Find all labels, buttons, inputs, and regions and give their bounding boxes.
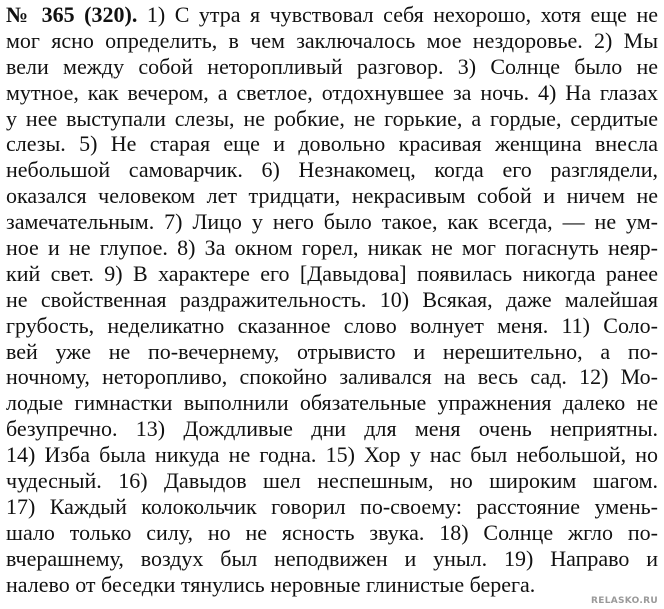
text-line-13: грубость, неделикатно сказанное слово волнует меня. 11) Соло-: [6, 312, 658, 338]
text-line-23: налево от беседки тянулись неровные глинистые берега.: [6, 571, 536, 597]
text-line-20: 17) Каждый колокольчик говорил по-своему: расстояние умень-: [6, 493, 658, 519]
text-line-5: у нее выступали слезы, не робкие, не горькие, а гордые, сердитые: [6, 105, 658, 131]
text-line-14: вей уже не по-вечернему, отрывисто и нерешительно, а по-: [6, 338, 658, 364]
text-line-3: вели между собой неторопливый разговор. 3) Солнце было не: [6, 53, 658, 79]
text-line-10: ное и не глупое. 8) За окном горел, никак не мог погаснуть неяр-: [6, 235, 658, 261]
text-line-8: оказался человеком лет тридцати, некрасивым собой и ничем не: [6, 183, 658, 209]
text-line-2: мог ясно определить, в чем заключалось мое нездоровье. 2) Мы: [6, 27, 658, 53]
exercise-text: [6, 2, 658, 597]
text-line-1: [6, 2, 658, 28]
text-line-1-body: 1) С утра я чувствовал себя нехорошо, хотя еще не: [137, 2, 658, 27]
text-line-17: безупречно. 13) Дождливые дни для меня очень неприятны.: [6, 416, 658, 442]
text-line-6: слезы. 5) Не старая еще и довольно красивая женщина внесла: [6, 131, 658, 157]
text-line-9: замечательным. 7) Лицо у него было такое, как всегда, — не ум-: [6, 209, 658, 235]
text-line-12: не свойственная раздражительность. 10) Всякая, даже малейшая: [6, 286, 658, 312]
text-line-22: вчерашнему, воздух был неподвижен и уныл. 19) Направо и: [6, 545, 658, 571]
text-line-21: шало только силу, но не ясность звука. 18) Солнце жгло по-: [6, 519, 658, 545]
text-line-15: ночному, неторопливо, спокойно заливался на весь сад. 12) Мо-: [6, 364, 658, 390]
text-line-18: 14) Изба была никуда не годна. 15) Хор у нас был небольшой, но: [6, 442, 658, 468]
text-line-19: чудесный. 16) Давыдов шел неспешным, но широким шагом.: [6, 468, 658, 494]
text-line-16: лодые гимнастки выполнили обязательные упражнения далеко не: [6, 390, 658, 416]
site-watermark: RELASKO.RU: [591, 596, 658, 606]
text-line-11: кий свет. 9) В характере его [Давыдова] появилась никогда ранее: [6, 260, 658, 286]
exercise-heading: № 365 (320).: [6, 2, 138, 27]
text-line-4: мутное, как вечером, а светлое, отдохнувшее за ночь. 4) На глазах: [6, 79, 658, 105]
text-line-7: небольшой самоварчик. 6) Незнакомец, когда его разглядели,: [6, 157, 658, 183]
